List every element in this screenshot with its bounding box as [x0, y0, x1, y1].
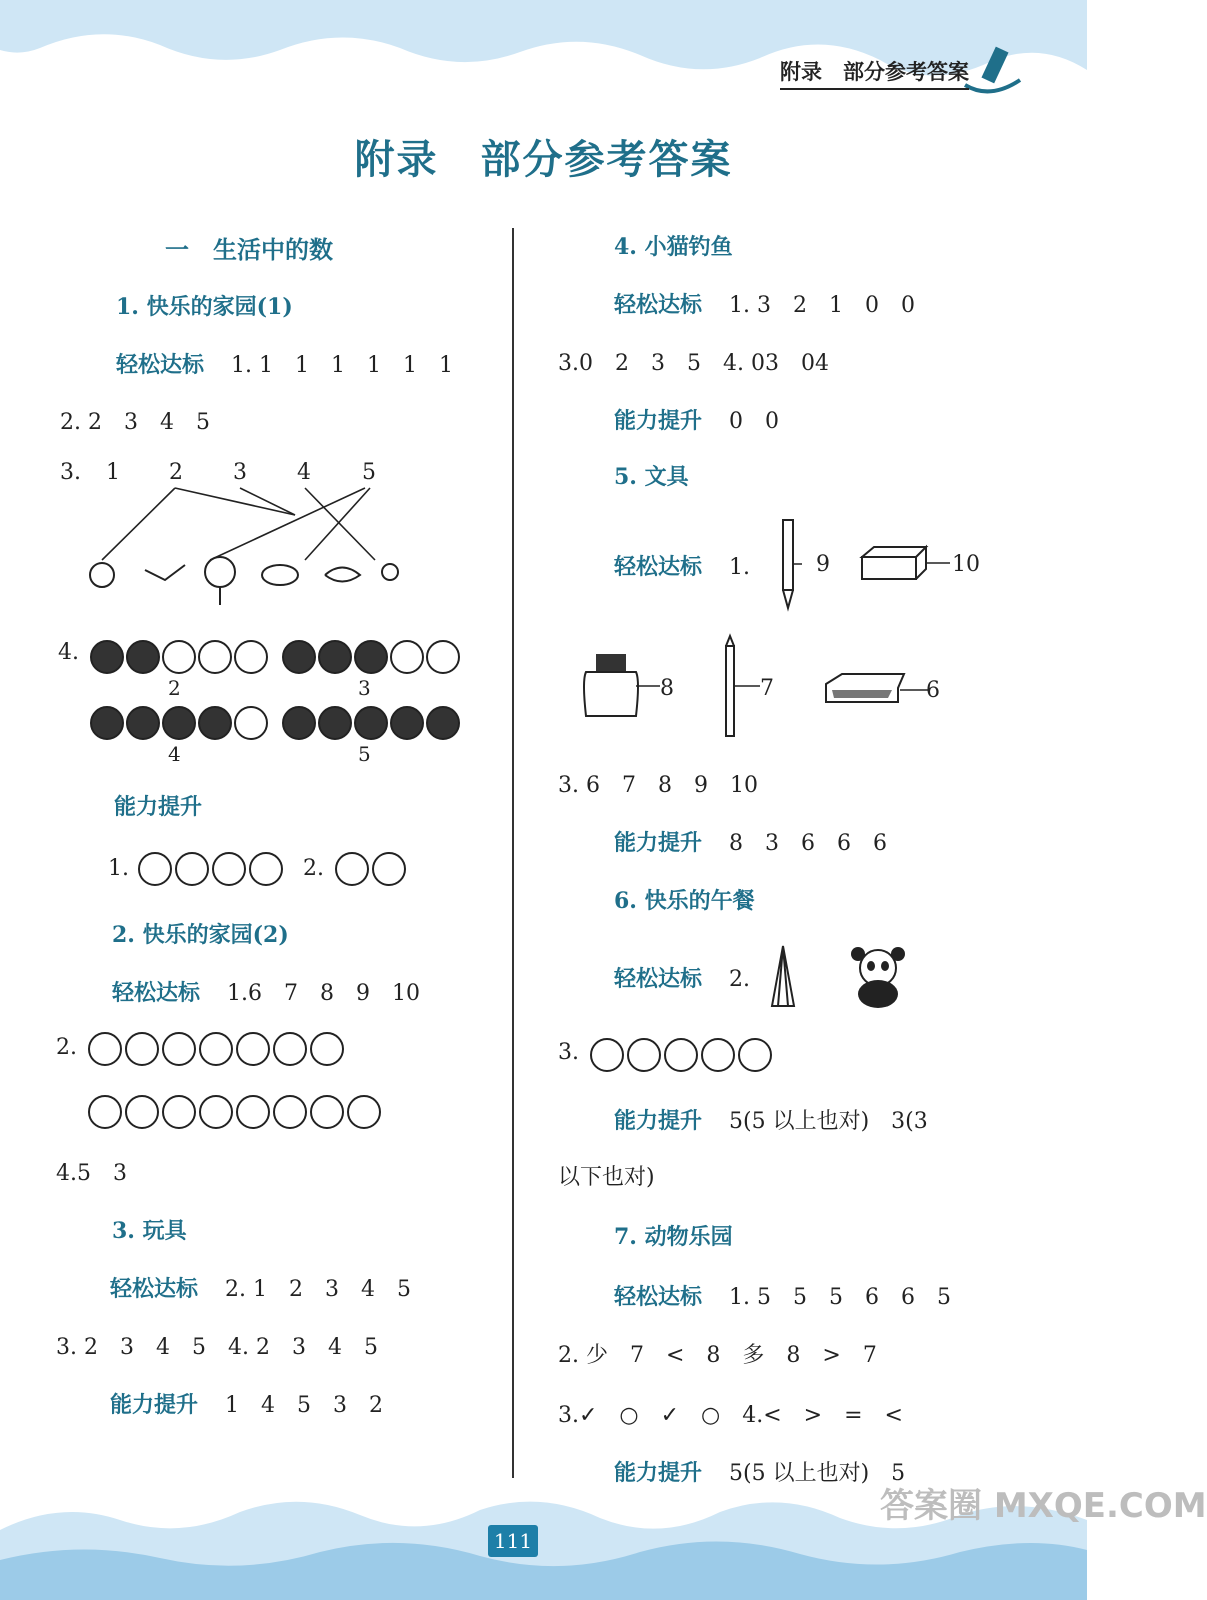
match-number: 4 — [297, 460, 311, 485]
section-title: 1. 快乐的家园(1) — [116, 294, 293, 320]
answer-line — [116, 348, 453, 379]
answer-line — [614, 550, 750, 581]
answer-text: 2. 1 2 3 4 5 — [225, 1277, 411, 1302]
answer-line — [614, 826, 887, 857]
apple-icon — [390, 706, 424, 740]
answer-text: 5(5 以上也对) 3(3 — [729, 1109, 928, 1134]
smiley-icon — [249, 852, 283, 886]
match-number: 3 — [233, 460, 247, 485]
answer-text: 5(5 以上也对) 5 — [729, 1461, 906, 1486]
apple-icon — [282, 640, 316, 674]
pencil-logo-icon — [960, 40, 1030, 100]
label-easy: 轻松达标 — [112, 980, 201, 1006]
circle-icon — [590, 1038, 624, 1072]
label-ability: 能力提升 — [614, 1460, 703, 1486]
running-header: 附录 部分参考答案 — [780, 56, 969, 90]
circle-icon — [701, 1038, 735, 1072]
circle-icon — [310, 1095, 344, 1129]
apple-group — [90, 640, 270, 674]
answer-line: 4.5 3 — [56, 1161, 127, 1186]
circle-icon — [273, 1032, 307, 1066]
label-easy: 轻松达标 — [614, 554, 703, 580]
circle-icon — [335, 852, 369, 886]
label-easy: 轻松达标 — [110, 1276, 199, 1302]
section-title: 4. 小猫钓鱼 — [614, 234, 733, 260]
apple-group — [282, 706, 462, 740]
answer-line — [614, 1456, 905, 1487]
smiley-icon — [138, 852, 172, 886]
page-number: 111 — [488, 1525, 538, 1557]
label-ability: 能力提升 — [614, 408, 703, 434]
circle-icon — [88, 1095, 122, 1129]
answer-text: 1.6 7 8 9 10 — [227, 981, 420, 1006]
match-number: 5 — [362, 460, 376, 485]
answer-text: 1 4 5 3 2 — [225, 1393, 384, 1418]
apple-group — [90, 706, 270, 740]
section-title: 5. 文具 — [614, 464, 689, 490]
apple-icon — [162, 706, 196, 740]
answer-line — [614, 1280, 951, 1311]
smiley-icon — [175, 852, 209, 886]
pencil-icon — [720, 636, 760, 740]
apple-icon — [426, 706, 460, 740]
pen-icon — [774, 516, 802, 610]
bamboo-shoot-icon — [768, 944, 798, 1010]
match-number: 1 — [106, 460, 120, 485]
item-number: 8 — [660, 676, 674, 701]
smiley-group — [138, 852, 286, 886]
apple-group — [282, 640, 462, 674]
pencil-case-icon — [822, 670, 928, 710]
circle-group — [335, 852, 409, 886]
answer-line: 3.✓ ○ ✓ ○ 4.< > = < — [558, 1403, 903, 1428]
circle-icon — [199, 1095, 233, 1129]
answer-line — [110, 1388, 383, 1419]
answer-line — [112, 976, 420, 1007]
apple-icon — [318, 706, 352, 740]
top-wave-banner — [0, 0, 1087, 110]
item-number: 9 — [816, 552, 830, 577]
circle-group — [590, 1038, 775, 1072]
answer-text: 2. — [729, 967, 751, 992]
answer-line: 3. 2 3 4 5 4. 2 3 4 5 — [56, 1335, 378, 1360]
circle-icon — [347, 1095, 381, 1129]
section-title: 3. 玩具 — [112, 1218, 187, 1244]
answer-line — [110, 1272, 411, 1303]
answer-label: 3. — [60, 460, 81, 485]
smiley-icon — [212, 852, 246, 886]
circle-icon — [664, 1038, 698, 1072]
answer-label: 2. — [303, 856, 324, 881]
answer-line: 以下也对) — [558, 1165, 655, 1190]
apple-caption: 5 — [358, 742, 371, 766]
chapter-title: 一 生活中的数 — [165, 235, 333, 264]
watermark: 答案圈 MXQE.COM — [880, 1486, 1207, 1526]
section-title: 2. 快乐的家园(2) — [112, 922, 289, 948]
label-ability: 能力提升 — [614, 830, 703, 856]
item-number: 6 — [926, 678, 940, 703]
answer-text: 1. 1 1 1 1 1 1 — [231, 353, 453, 378]
circle-icon — [273, 1095, 307, 1129]
answer-text: 1. — [729, 555, 751, 580]
label-ability: 能力提升 — [614, 1108, 703, 1134]
circle-icon — [199, 1032, 233, 1066]
label-easy: 轻松达标 — [614, 292, 703, 318]
apple-icon — [198, 706, 232, 740]
circle-group — [88, 1032, 347, 1066]
apple-icon — [282, 706, 316, 740]
circle-icon — [738, 1038, 772, 1072]
circle-icon — [125, 1095, 159, 1129]
apple-caption: 2 — [168, 676, 181, 700]
page-title: 附录 部分参考答案 — [354, 136, 733, 183]
answer-line — [614, 404, 779, 435]
circle-icon — [310, 1032, 344, 1066]
label-easy: 轻松达标 — [614, 966, 703, 992]
answer-text: 8 3 6 6 6 — [729, 831, 888, 856]
apple-icon — [126, 640, 160, 674]
circle-icon — [162, 1032, 196, 1066]
section-title: 6. 快乐的午餐 — [614, 888, 755, 914]
answer-text: 1. 5 5 5 6 6 5 — [729, 1285, 951, 1310]
circle-icon — [125, 1032, 159, 1066]
apple-icon — [390, 640, 424, 674]
apple-icon — [318, 640, 352, 674]
answer-line — [614, 962, 750, 993]
apple-icon — [198, 640, 232, 674]
answer-text: 1. 3 2 1 0 0 — [729, 293, 915, 318]
label-ability: 能力提升 — [110, 1392, 199, 1418]
apple-icon — [234, 640, 268, 674]
match-number: 2 — [169, 460, 183, 485]
matching-lines — [80, 480, 440, 610]
apple-icon — [126, 706, 160, 740]
panda-icon — [846, 944, 910, 1010]
circle-icon — [88, 1032, 122, 1066]
apple-caption: 3 — [358, 676, 371, 700]
circle-icon — [236, 1032, 270, 1066]
apple-icon — [426, 640, 460, 674]
item-number: 10 — [952, 552, 980, 577]
answer-line: 3.0 2 3 5 4. 03 04 — [558, 351, 829, 376]
item-number: 7 — [760, 676, 774, 701]
label-easy: 轻松达标 — [116, 352, 205, 378]
eraser-icon — [858, 543, 950, 585]
circle-group — [88, 1095, 384, 1129]
ink-bottle-icon — [580, 650, 660, 720]
column-divider — [512, 228, 514, 1478]
apple-icon — [90, 706, 124, 740]
answer-line — [614, 288, 915, 319]
apple-icon — [234, 706, 268, 740]
answer-label: 2. — [56, 1035, 77, 1060]
circle-icon — [162, 1095, 196, 1129]
answer-text: 0 0 — [729, 409, 780, 434]
circle-icon — [236, 1095, 270, 1129]
apple-icon — [162, 640, 196, 674]
answer-label: 4. — [58, 640, 79, 665]
section-title: 7. 动物乐园 — [614, 1224, 733, 1250]
answer-line: 2. 少 7 < 8 多 8 > 7 — [558, 1343, 877, 1368]
label-easy: 轻松达标 — [614, 1284, 703, 1310]
circle-icon — [372, 852, 406, 886]
answer-label: 1. — [108, 856, 129, 881]
label-ability: 能力提升 — [114, 794, 203, 820]
apple-icon — [90, 640, 124, 674]
apple-icon — [354, 640, 388, 674]
apple-icon — [354, 706, 388, 740]
answer-line: 2. 2 3 4 5 — [60, 410, 210, 435]
apple-caption: 4 — [168, 742, 181, 766]
answer-line — [614, 1104, 928, 1135]
answer-label: 3. — [558, 1040, 579, 1065]
circle-icon — [627, 1038, 661, 1072]
answer-line: 3. 6 7 8 9 10 — [558, 773, 758, 798]
